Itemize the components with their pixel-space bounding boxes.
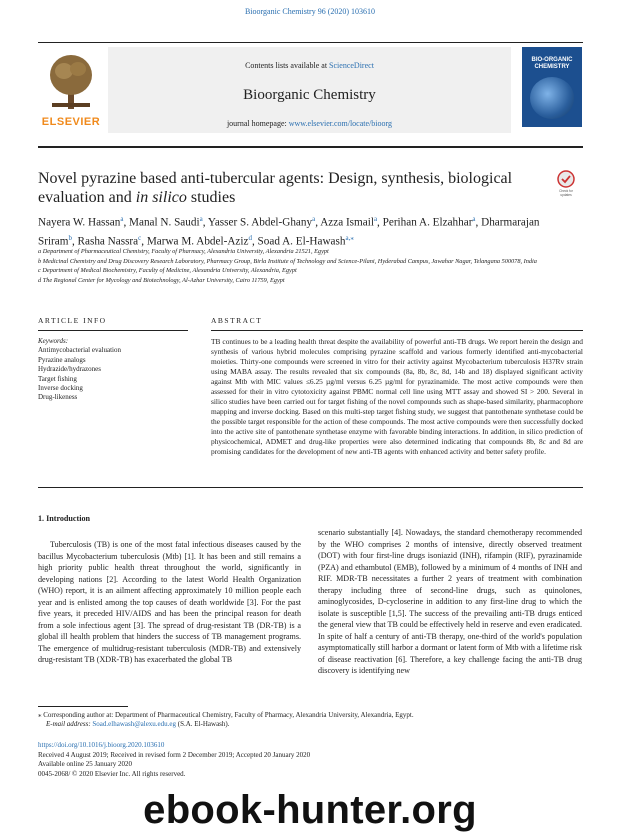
journal-cover-image xyxy=(522,47,582,127)
author[interactable]: Soad A. El-Hawash xyxy=(257,235,346,248)
affiliation: a Department of Pharmaceutical Chemistry, Faculty of Pharmacy, Alexandria University, Alexandria 21521, Egypt xyxy=(38,248,329,255)
copyright: 0045-2068/ © 2020 Elsevier Inc. All rights reserved. xyxy=(38,769,186,778)
keyword: Antimycobacterial evaluation xyxy=(38,346,121,355)
affiliations xyxy=(38,247,583,285)
author[interactable]: Manal N. Saudi xyxy=(129,216,200,229)
contents-prefix: Contents lists available at xyxy=(245,61,330,70)
keyword: Hydrazide/hydrazones xyxy=(38,365,101,374)
abstract-text: TB continues to be a leading health threat despite the availability of powerful anti-TB drugs. We report herein the design and synthesis of various hybrid molecules comprising pyrazine scaffold and various formerly identified anti-mycobacterial moieties. Thirty-one compounds were screened in vitro for their activity against Mycobacterium tuberculosis H37Rv strain using MABA assay. The results revealed that six compounds (8a, 8b, 8c, 8d, 14b and 18) displayed significant activity against Mtb with MIC values ≤6.25 µg/ml versus 6.25 µg/ml for pyrazinamide. The most active compounds were then assessed for their in vitro cytotoxicity against PBMC normal cell line using MTT assay and showed SI > 200. Several in silico studies have been carried out for target fishing of the novel compounds such as shape-based similarity, pharmacophore mapping and inverse docking. Based on this multi-step target fishing study, we suggest that pantothenate synthetase could be the possible target responsible for the action of these compounds. The most active compounds were then successfully docked into the active site of pantothenate synthetase enzyme with favorable binding interactions. In addition, in silico prediction of physicochemical, ADMET and drug-like properties were also determined indicating that compounds 8b, 8c and 8d are promising candidates for the development of new anti-TB agents with enhanced activity and better safety profile. xyxy=(211,337,583,456)
homepage-line xyxy=(108,119,511,128)
elsevier-logo xyxy=(38,47,104,133)
homepage-prefix: journal homepage: xyxy=(226,119,289,128)
affiliation: c Department of Medical Biochemistry, Faculty of Medicine, Alexandria University, Alexandria, Egypt xyxy=(38,267,297,274)
keyword: Target fishing xyxy=(38,374,77,383)
check-for-updates-icon[interactable] xyxy=(554,170,578,198)
keyword: Inverse docking xyxy=(38,384,83,393)
cover-title: BIO-ORGANIC CHEMISTRY xyxy=(531,57,573,70)
article-title: Novel pyrazine based anti-tubercular agents: Design, synthesis, biological evaluation and in silico studies xyxy=(38,170,513,206)
abstract-heading: ABSTRACT xyxy=(211,316,263,325)
abstract-bottom-rule xyxy=(38,487,583,488)
article-history xyxy=(38,741,438,779)
intro-left-column: Tuberculosis (TB) is one of the most fatal infectious diseases caused by the bacillus Mycobacterium tuberculosis (Mtb) [1]. It has been and still remains a high priority public health threat throughout the world, significantly in developing nations [2]. According to the latest World Health Organization (WHO) report, it is an ailment affecting approximately 10 million people each year and is enlisted among the top causes of death worldwide [3]. For the past five years, it preceded HIV/AIDS and has been the principal reason for death from a sole infectious agent [3]. The spread of drug-resistant TB (DR-TB) is a global ill health problem that hinders the success of TB management programs. The emergence of multidrug-resistant tuberculosis (MDR-TB) and extensively drug-resistant TB (XDR-TB) has exacerbated the global TB xyxy=(38,540,301,664)
article-info-heading: ARTICLE INFO xyxy=(38,316,107,325)
journal-name: Bioorganic Chemistry xyxy=(243,87,376,103)
journal-header-box xyxy=(108,47,511,133)
svg-text:updates: updates xyxy=(560,193,572,197)
affiliation: b Medicinal Chemistry and Drug Discovery Research Laboratory, Pharmacy Group, Birla Institute of Technology and Science-Pilani, Hyderabad Campus, Jawahar Nagar, Telangana 500078, India xyxy=(38,257,537,265)
svg-text:Check for: Check for xyxy=(559,189,573,193)
header-bottom-rule xyxy=(38,146,583,148)
header-top-rule xyxy=(38,42,583,43)
homepage-link[interactable]: www.elsevier.com/locate/bioorg xyxy=(288,119,393,128)
corresponding-author-note xyxy=(38,711,583,729)
affiliation: d The Regional Center for Mycology and Biotechnology, Al-Azhar University, Cairo 11759, Egypt xyxy=(38,276,285,284)
elsevier-wordmark: ELSEVIER xyxy=(41,116,101,128)
watermark: ebook-hunter.org xyxy=(143,788,477,832)
received-dates: Received 4 August 2019; Received in revised form 2 December 2019; Accepted 20 January 2020 xyxy=(38,750,311,759)
email-suffix: (S.A. El-Hawash). xyxy=(176,720,230,728)
keywords-block xyxy=(38,337,188,403)
author[interactable]: Dharmarajan Sriram xyxy=(38,216,540,248)
journal-citation[interactable]: Bioorganic Chemistry 96 (2020) 103610 xyxy=(244,7,376,16)
contents-line xyxy=(108,61,511,70)
cover-graphic xyxy=(530,77,574,119)
keywords-label: Keywords: xyxy=(38,337,69,345)
keyword: Pyrazine analogs xyxy=(38,355,86,364)
footnote-rule xyxy=(38,706,128,707)
elsevier-tree-icon xyxy=(48,53,94,111)
email-label: E-mail address: xyxy=(46,720,93,728)
corresponding-author: ⁎ Corresponding author at: Department of Pharmaceutical Chemistry, Faculty of Pharmacy, Alexandria University, Alexandria, Egypt. xyxy=(38,711,414,719)
intro-right-column: scenario substantially [4]. Nowadays, the standard chemotherapy recommended by the WHO comprises 2 months of intensive, directly observed treatment (DOT) with four first-line drugs isoniazid (INH), rifampin (RIF), pyrazinamide (PZA) and ethambutol (EMB), followed by a minimum of 4 months of INH and RIF. MDR-TB necessitates a further 2 years of treatment with combination therapy including three of second-line drugs, such as quinolones, aminoglycosides, D-cycloserine in addition to any first-line drug to which the isolate is susceptible [1,5]. The success of the prevailing anti-TB drugs enticed the general view that TB could be effectively held in reserve and even eradicated. In spite of half a century of anti-TB therapy, one-third of the world's population asymptomatically still harbor a dormant or latent form of Mtb with a lifetime risk of disease reactivation [6]. Therefore, a key challenge facing the anti-TB drug discovery is identifying new xyxy=(318,528,582,675)
introduction-heading: 1. Introduction xyxy=(38,514,91,523)
author[interactable]: Perihan A. Elzahhar xyxy=(382,216,473,229)
author[interactable]: Nayera W. Hassan xyxy=(38,216,121,229)
author[interactable]: Marwa M. Abdel-Aziz xyxy=(146,235,249,248)
abstract-rule xyxy=(211,330,583,331)
article-info-rule xyxy=(38,330,188,331)
email-link[interactable]: Soad.elhawash@alexu.edu.eg xyxy=(92,720,177,728)
keyword: Drug-likeness xyxy=(38,393,78,402)
author-list: Nayera W. Hassan$^a$, Manal N. Saudi$^a$, Yasser S. Abdel-Ghany$^a$, Azza Ismail$^a$, Perihan A. Elzahhar$^a$, Dharmarajan Sriram$^b$, Rasha Nassra$^c$, Marwa M. Abdel-Aziz$^d$, Soad A. El-Hawash$^{a,⁎}$ xyxy=(38,215,540,248)
doi-link[interactable]: https://doi.org/10.1016/j.bioorg.2020.103610 xyxy=(38,741,165,749)
author[interactable]: Azza Ismail xyxy=(320,216,374,229)
sciencedirect-link[interactable]: ScienceDirect xyxy=(329,61,374,70)
author[interactable]: Yasser S. Abdel-Ghany xyxy=(207,216,313,229)
author[interactable]: Rasha Nassra xyxy=(77,235,139,248)
online-date: Available online 25 January 2020 xyxy=(38,760,132,769)
